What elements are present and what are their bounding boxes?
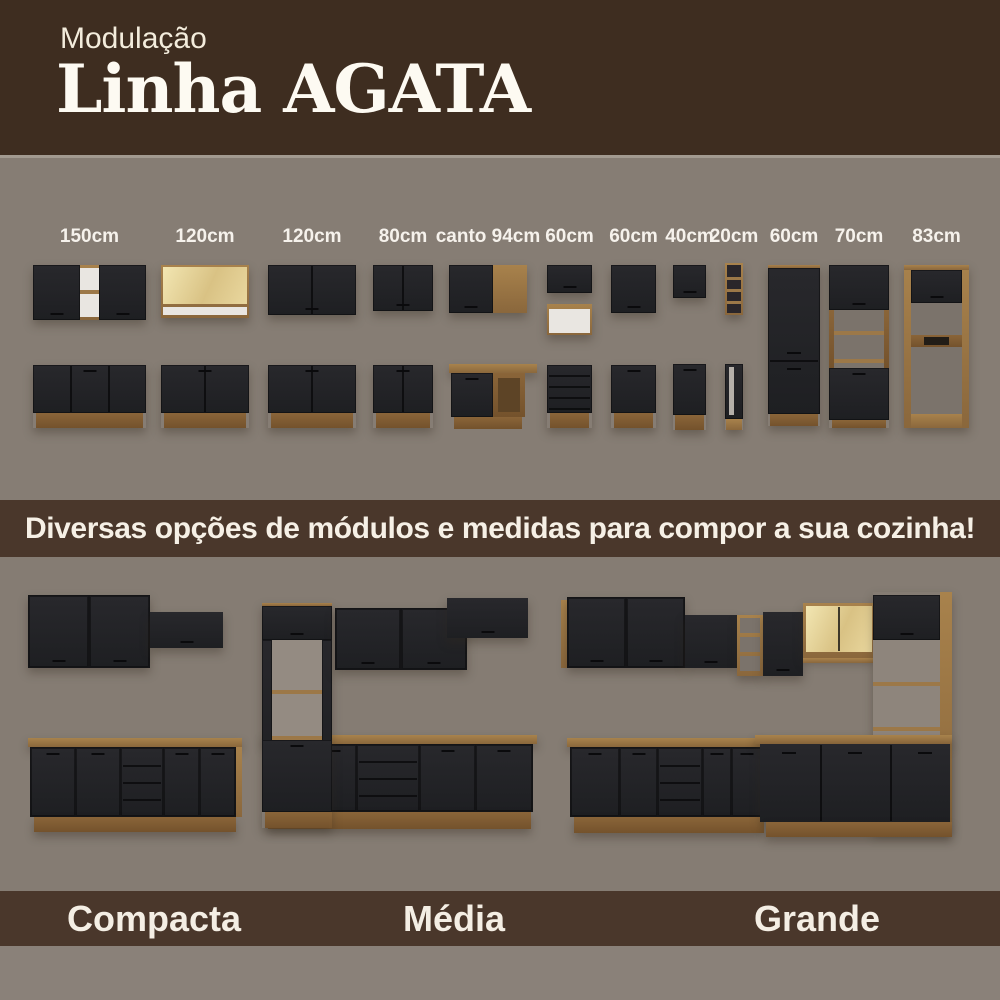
frame-side — [904, 265, 911, 428]
plinth — [376, 413, 430, 428]
module-size-label: 83cm — [912, 226, 961, 247]
module-size-label: 150cm — [59, 226, 120, 247]
tall-fridge-frame-83 — [904, 265, 969, 428]
glass-lift-door — [163, 267, 247, 304]
wood-shelf — [873, 727, 940, 731]
door-seam — [108, 366, 110, 412]
handle — [782, 752, 796, 754]
drawer-seam — [549, 397, 590, 399]
open-strip — [729, 367, 734, 415]
wall-cabinet-60 — [611, 265, 656, 313]
module-col-20cm — [709, 158, 759, 503]
module-size-label: 60cm — [769, 226, 819, 247]
module-col-80cm — [373, 158, 433, 503]
module-col-120cm-glass — [161, 158, 249, 503]
under-shelf — [803, 658, 875, 663]
base-cabinets — [570, 747, 762, 817]
kitchen-label-grande: Grande — [753, 898, 881, 939]
handle — [918, 752, 932, 754]
cabinet-door — [268, 265, 356, 315]
base-front — [161, 365, 249, 413]
base-cabinet-80 — [373, 365, 433, 428]
handle — [848, 752, 862, 754]
plinth — [36, 413, 143, 428]
module-size-label: 60cm — [545, 226, 594, 247]
module-size-label: 60cm — [609, 226, 658, 247]
base-front — [373, 365, 433, 413]
tall-pantry-60 — [768, 265, 820, 426]
door-seam — [402, 366, 404, 412]
module-size-label: canto 94cm — [435, 226, 541, 247]
countertop — [449, 364, 537, 373]
base-door — [673, 364, 706, 415]
frame-side — [962, 265, 969, 428]
kitchen-grande — [0, 557, 1000, 891]
module-size-label: 70cm — [834, 226, 884, 247]
open-niche — [549, 309, 590, 333]
drawer-seam — [549, 386, 590, 388]
cabinet-door — [673, 265, 706, 298]
plinth — [164, 413, 246, 428]
base-cabinet-60 — [611, 365, 656, 428]
module-size-label: 40cm — [665, 226, 714, 247]
kitchen-label-compacta: Compacta — [66, 898, 242, 939]
header — [0, 0, 1000, 155]
module-col-60cm-a — [547, 158, 592, 503]
promo-banner-text: Diversas opções de módulos e medidas para compor a sua cozinha! — [24, 511, 976, 545]
niche-shelf — [727, 301, 741, 304]
kitchen-labels-band — [0, 891, 1000, 946]
corner-wood-panel — [493, 265, 527, 313]
narrow-front — [725, 364, 743, 419]
plinth — [675, 415, 704, 430]
shelf-niche — [740, 618, 760, 633]
shelf-niche — [740, 656, 760, 671]
handle — [787, 368, 801, 370]
countertop-right — [755, 735, 952, 744]
base-door — [611, 365, 656, 413]
shelf-niche — [740, 637, 760, 652]
module-col-40cm — [665, 158, 714, 503]
drawer-seam — [660, 799, 700, 801]
door-seam — [820, 745, 822, 821]
module-col-60cm-tall — [768, 158, 820, 503]
cabinet-door — [449, 265, 493, 313]
door-seam — [311, 366, 313, 412]
base-cabinets-right — [760, 744, 950, 822]
drawer-seam — [660, 765, 700, 767]
plinth-right — [766, 822, 952, 837]
wood-shelf — [873, 682, 940, 686]
plinth — [726, 419, 742, 430]
handle — [787, 352, 801, 354]
top-panel — [911, 270, 962, 303]
module-col-70cm — [829, 158, 889, 503]
module-col-120cm — [268, 158, 356, 503]
kitchen-label-media: Média — [402, 898, 506, 939]
cabinet-door — [627, 598, 684, 667]
narrow-shelf-unit-20 — [725, 263, 743, 315]
glass-wall-cabinet — [803, 603, 875, 658]
base-drawers-60 — [547, 365, 592, 428]
glass-wall-cabinet-120 — [161, 265, 249, 318]
wall-cabinet-150 — [33, 265, 146, 320]
module-size-label: 20cm — [709, 226, 759, 247]
plinth — [574, 817, 764, 833]
modules-section — [0, 155, 1000, 503]
tower-open-niche — [873, 640, 940, 740]
cabinet-door — [611, 265, 656, 313]
bottom-cabinet-door — [829, 368, 889, 420]
plinth — [832, 420, 886, 428]
base-front — [33, 365, 146, 413]
door-seam — [311, 266, 313, 314]
wall-cabinet-60 — [547, 265, 592, 293]
drawer-seam — [660, 782, 700, 784]
door-seam — [402, 266, 404, 310]
base-door — [620, 748, 657, 816]
countertop — [567, 738, 767, 747]
base-cabinet-40 — [673, 364, 706, 430]
module-col-150cm — [33, 158, 146, 503]
open-shelf-unit — [737, 615, 763, 676]
white-niche-60 — [547, 304, 592, 335]
wall-cabinet-80 — [373, 265, 433, 311]
door-seam — [770, 360, 818, 362]
base-door — [703, 748, 731, 816]
cabinet-door — [33, 265, 80, 320]
horizontal-wall-cabinet — [685, 615, 737, 668]
wall-cabinets — [567, 597, 685, 668]
drawer-stack — [658, 748, 702, 816]
plinth — [271, 413, 353, 428]
plinth — [614, 413, 653, 428]
corner-open-side — [493, 373, 525, 417]
promo-banner — [0, 500, 1000, 557]
mid-shelf-band — [911, 335, 962, 347]
kitchens-section — [0, 557, 1000, 891]
module-col-60cm-b — [611, 158, 656, 503]
cabinet-door — [99, 265, 146, 320]
footer-strip — [0, 946, 1000, 1000]
drawer-seam — [549, 408, 590, 410]
band-recess — [924, 337, 949, 345]
wood-shelf — [834, 359, 884, 363]
tower-top-door — [873, 595, 940, 640]
narrow-base-unit-20 — [725, 364, 743, 430]
base-cabinet-120 — [161, 365, 249, 428]
pantry-front — [768, 268, 820, 414]
tall-oven-tower-70 — [829, 265, 889, 428]
glass-doors — [806, 606, 872, 652]
base-door — [571, 748, 619, 816]
drawer-stack — [547, 365, 592, 413]
cabinet-door — [547, 265, 592, 293]
cabinet-door — [373, 265, 433, 311]
base-front — [268, 365, 356, 413]
top-cabinet-door — [829, 265, 889, 310]
module-col-83cm — [904, 158, 969, 503]
niche-shelf — [727, 289, 741, 292]
module-size-label: 120cm — [175, 226, 235, 247]
wood-shelf — [834, 331, 884, 335]
wall-cabinet-40 — [673, 265, 706, 298]
plinth — [454, 417, 522, 429]
door-seam — [204, 366, 206, 412]
wall-cabinet-120 — [268, 265, 356, 315]
base-door — [451, 373, 493, 417]
module-size-label: 80cm — [378, 226, 428, 247]
bottom-band — [911, 414, 962, 428]
plinth — [550, 413, 589, 428]
side-panel — [884, 310, 889, 368]
open-shelf-strip — [163, 307, 247, 315]
module-size-label: 120cm — [282, 226, 342, 247]
drawer-seam — [549, 375, 590, 377]
niche-shelf — [727, 277, 741, 280]
base-cabinet-150 — [33, 365, 146, 428]
page-title: Linha AGATA — [56, 50, 531, 128]
module-col-canto-94cm — [435, 158, 541, 503]
corner-base-cabinet-94 — [449, 364, 527, 430]
plinth — [770, 414, 818, 426]
door-seam — [70, 366, 72, 412]
open-space — [911, 303, 962, 335]
vertical-wall-cabinet — [763, 612, 803, 676]
open-space — [911, 347, 962, 414]
niche-shelf — [80, 290, 99, 294]
base-door — [732, 748, 761, 816]
header-kicker: Modulação — [60, 22, 207, 55]
corner-wall-cabinet-94 — [449, 265, 527, 313]
corner-recess — [498, 378, 520, 412]
cabinet-door — [568, 598, 625, 667]
base-cabinet-120 — [268, 365, 356, 428]
door-seam — [890, 745, 892, 821]
door-seam — [838, 607, 840, 651]
